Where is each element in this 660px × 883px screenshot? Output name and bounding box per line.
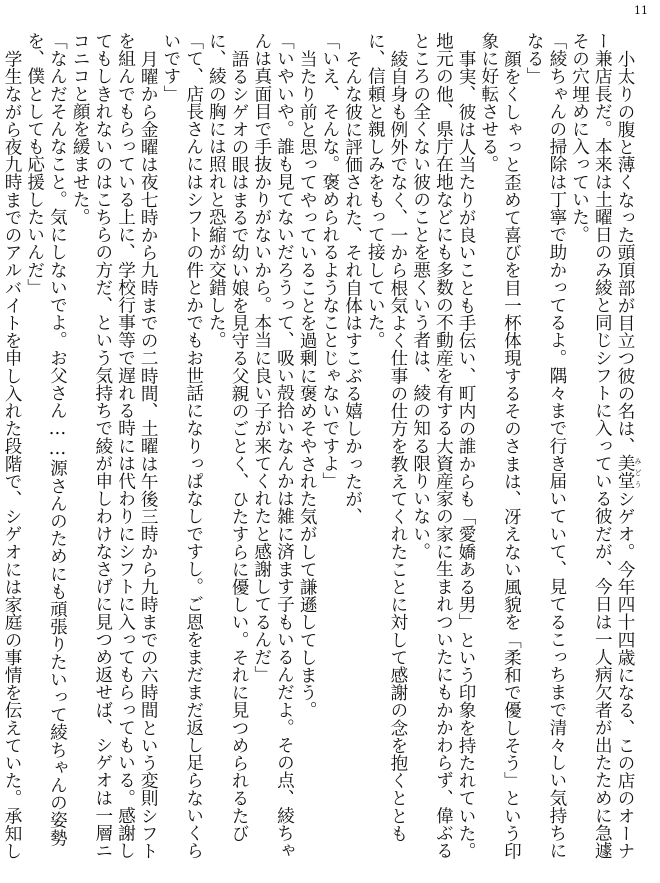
paragraph: そんな彼に評価された、それ自体はすこぶる嬉しかったが、 [342, 49, 363, 525]
dialogue-paragraph: 「て、店長さんにはシフトの件とかでもお世話になりっぱなしですし。ご恩をまだまだ返し足らないくらいです」 [160, 32, 204, 860]
paragraph: 学生ながら夜九時までのアルバイトを申し入れた段階で、シゲオには家庭の事情を伝えていた。承知し [2, 49, 23, 860]
vertical-text-body [2, 32, 642, 874]
paragraph: 月曜から金曜は夜七時から九時までの二時間、土曜は午後三時から九時までの六時間という変則シフトを組んでもらっている上に、学校行事等で遅れる時には代わりにシフトに入ってもらってもいる。感謝してもしきれないのはこちらの方だ、という気持ちで綾が申しわけなさげに見つめ返せば、シゲオは一層ニコニコと顔を緩ませた。 [70, 32, 159, 860]
dialogue-paragraph: 「綾ちゃんの掃除は丁寧で助かってるよ。隅々まで行き届いていて、見てるこっちまで清々しい気持ちになる」 [524, 32, 567, 860]
page-number: 11 [634, 4, 648, 17]
paragraph: 当たり前と思ってやっていることを過剰に褒めそやされた気がして謙遜してしまう。 [297, 49, 318, 719]
dialogue-paragraph: 「いやいや。誰も見てないだろうって、吸い殻拾いなんかは雑に済ます子もいるんだよ。その点、綾ちゃんは真面目で手抜かりがないから。本当に良い子が来てくれたと感謝してるんだ」 [251, 32, 295, 860]
paragraph: 語るシゲオの眼はまるで幼い娘を見守る父親のごとく、ひたすらに優しい。それに見つめられるたびに、綾の胸には照れと恐縮が交錯した。 [206, 32, 250, 842]
paragraph: 事実、彼は人当たりが良いことも手伝い、町内の誰からも「愛嬌ある男」という印象を持たれていた。地元の他、県庁在地などにも多数の不動産を有する大資産家の家に生まれついたにもかかわらず、偉ぶるところの全くない彼のことを悪くいう者は、綾の知る限りいない。 [410, 32, 477, 860]
name-ruby: 美堂 みどう [615, 454, 642, 490]
paragraph: 顔をくしゃっと歪めて喜びを目一杯体現するそのさまは、冴えない風貌を「柔和で優しそう」という印象に好転させる。 [478, 32, 522, 860]
dialogue-paragraph: 「なんだそんなこと。気にしないでよ。お父さん……源さんのためにも頑張りたいって綾ちゃんの姿勢を、僕としても応援したいんだ」 [24, 32, 68, 847]
paragraph: 小太りの腹と薄くなった頭頂部が目立つ彼の名は、美堂 みどうシゲオ。今年四十四歳になる、この店のオーナー兼店長だ。本来は土曜日のみ綾と同じシフトに入っている彼だが、今日は一人病欠者が出たために急遽その穴埋めに入っていた。 [569, 32, 642, 860]
paragraph: 綾自身も例外でなく、一から根気よく仕事の仕方を教えてくれたことに対して感謝の念を抱くとともに、信頼と親しみをもって接していた。 [365, 32, 408, 842]
dialogue-paragraph: 「いえ、そんな。褒められるようなことじゃないですよ」 [319, 32, 340, 490]
